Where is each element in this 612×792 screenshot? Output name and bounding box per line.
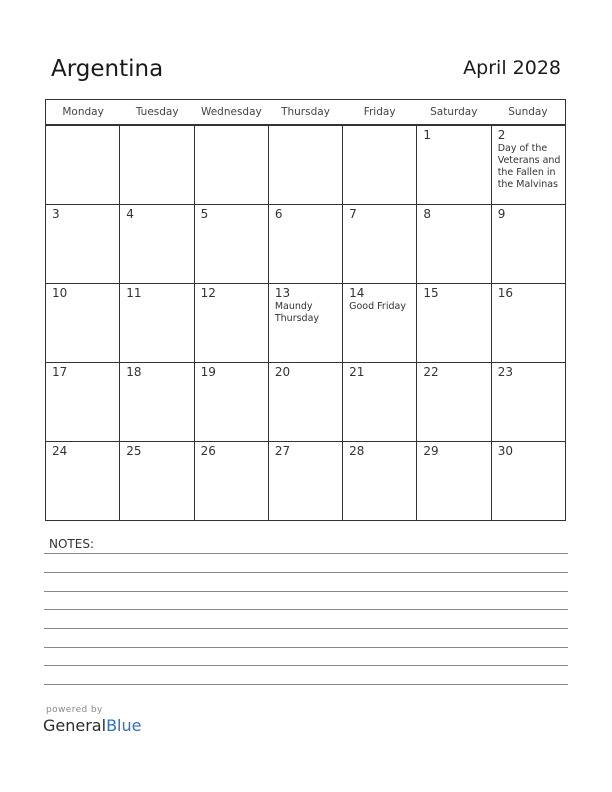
holiday-label: Day of the Veterans and the Fallen in the Malvinas: [497, 143, 561, 190]
day-cell: [491, 284, 565, 362]
weekday-header-row: [46, 100, 565, 125]
day-number: 4: [126, 207, 134, 221]
day-cell: [342, 442, 416, 520]
day-cell: [491, 442, 565, 520]
weekday-friday: Friday: [363, 106, 396, 118]
day-number: 5: [200, 207, 209, 221]
day-cell: [342, 126, 416, 204]
day-cell: [46, 284, 119, 362]
day-cell: [194, 126, 268, 204]
day-cell: [268, 284, 342, 362]
note-line: [44, 553, 568, 554]
day-number: 16: [497, 286, 513, 300]
day-number: 8: [423, 207, 432, 221]
note-line: [44, 684, 568, 685]
day-cell: [119, 442, 193, 520]
day-number: 12: [200, 286, 216, 300]
day-cell: [416, 205, 490, 283]
day-cell: [46, 442, 119, 520]
note-line: [44, 609, 568, 610]
day-cell: [416, 442, 490, 520]
day-number: 11: [126, 286, 142, 300]
week-row: [46, 125, 565, 204]
day-number: 10: [52, 286, 68, 300]
day-cell: [491, 126, 565, 204]
day-number: 20: [274, 365, 291, 379]
note-line: [44, 572, 568, 573]
day-number: 23: [497, 365, 513, 379]
weekday-saturday: Saturday: [430, 106, 478, 118]
weekday-thursday: Thursday: [281, 106, 330, 118]
note-line: [44, 665, 568, 666]
week-row: [46, 441, 565, 520]
day-cell: [46, 363, 119, 441]
day-cell: [194, 442, 268, 520]
day-number: 14: [349, 286, 365, 300]
week-row: [46, 362, 565, 441]
day-number: 28: [349, 444, 365, 458]
day-cell: [268, 205, 342, 283]
day-number: 6: [274, 207, 283, 221]
day-number: 24: [52, 444, 68, 458]
country-title: Argentina: [51, 56, 164, 82]
month-title: April 2028: [463, 57, 561, 79]
week-row: [46, 283, 565, 362]
weekday-tuesday: Tuesday: [135, 106, 179, 118]
note-line: [44, 591, 568, 592]
day-number: 19: [200, 365, 216, 379]
weekday-wednesday: Wednesday: [200, 106, 262, 118]
day-cell: [491, 205, 565, 283]
note-line: [44, 647, 568, 648]
day-cell: [268, 442, 342, 520]
day-cell: [194, 205, 268, 283]
day-number: 17: [52, 365, 68, 379]
day-cell: [416, 284, 490, 362]
day-number: 7: [349, 207, 357, 221]
day-cell: [342, 284, 416, 362]
day-number: 13: [274, 286, 291, 300]
day-cell: [416, 363, 490, 441]
week-row: [46, 204, 565, 283]
day-cell: [342, 205, 416, 283]
day-number: 18: [126, 365, 142, 379]
day-cell: [46, 126, 119, 204]
day-cell: [491, 363, 565, 441]
brand-general: General: [43, 716, 107, 735]
day-cell: [342, 363, 416, 441]
day-number: 9: [497, 207, 506, 221]
day-cell: [119, 363, 193, 441]
day-cell: [194, 363, 268, 441]
day-number: 22: [423, 365, 439, 379]
day-cell: [46, 205, 119, 283]
brand-blue: Blue: [106, 716, 142, 735]
day-number: 27: [274, 444, 291, 458]
day-number: 21: [349, 365, 365, 379]
day-number: 15: [423, 286, 439, 300]
day-cell: [119, 205, 193, 283]
powered-by-text: powered by: [46, 705, 103, 715]
day-cell: [119, 284, 193, 362]
notes-label: NOTES:: [49, 537, 94, 551]
day-number: 3: [52, 207, 60, 221]
day-cell: [268, 363, 342, 441]
note-line: [44, 628, 568, 629]
day-cell: [119, 126, 193, 204]
generalblue-logo: [43, 716, 141, 735]
day-cell: [416, 126, 490, 204]
day-number: 30: [497, 444, 513, 458]
day-cell: [268, 126, 342, 204]
day-cell: [194, 284, 268, 362]
holiday-label: Maundy Thursday: [274, 301, 320, 324]
calendar-grid: [45, 99, 566, 521]
day-number: 1: [423, 128, 432, 142]
holiday-label: Good Friday: [349, 301, 406, 312]
weekday-monday: Monday: [62, 106, 104, 118]
day-number: 2: [497, 128, 506, 142]
day-number: 29: [423, 444, 439, 458]
weekday-sunday: Sunday: [508, 106, 548, 118]
day-number: 25: [126, 444, 142, 458]
day-number: 26: [200, 444, 216, 458]
